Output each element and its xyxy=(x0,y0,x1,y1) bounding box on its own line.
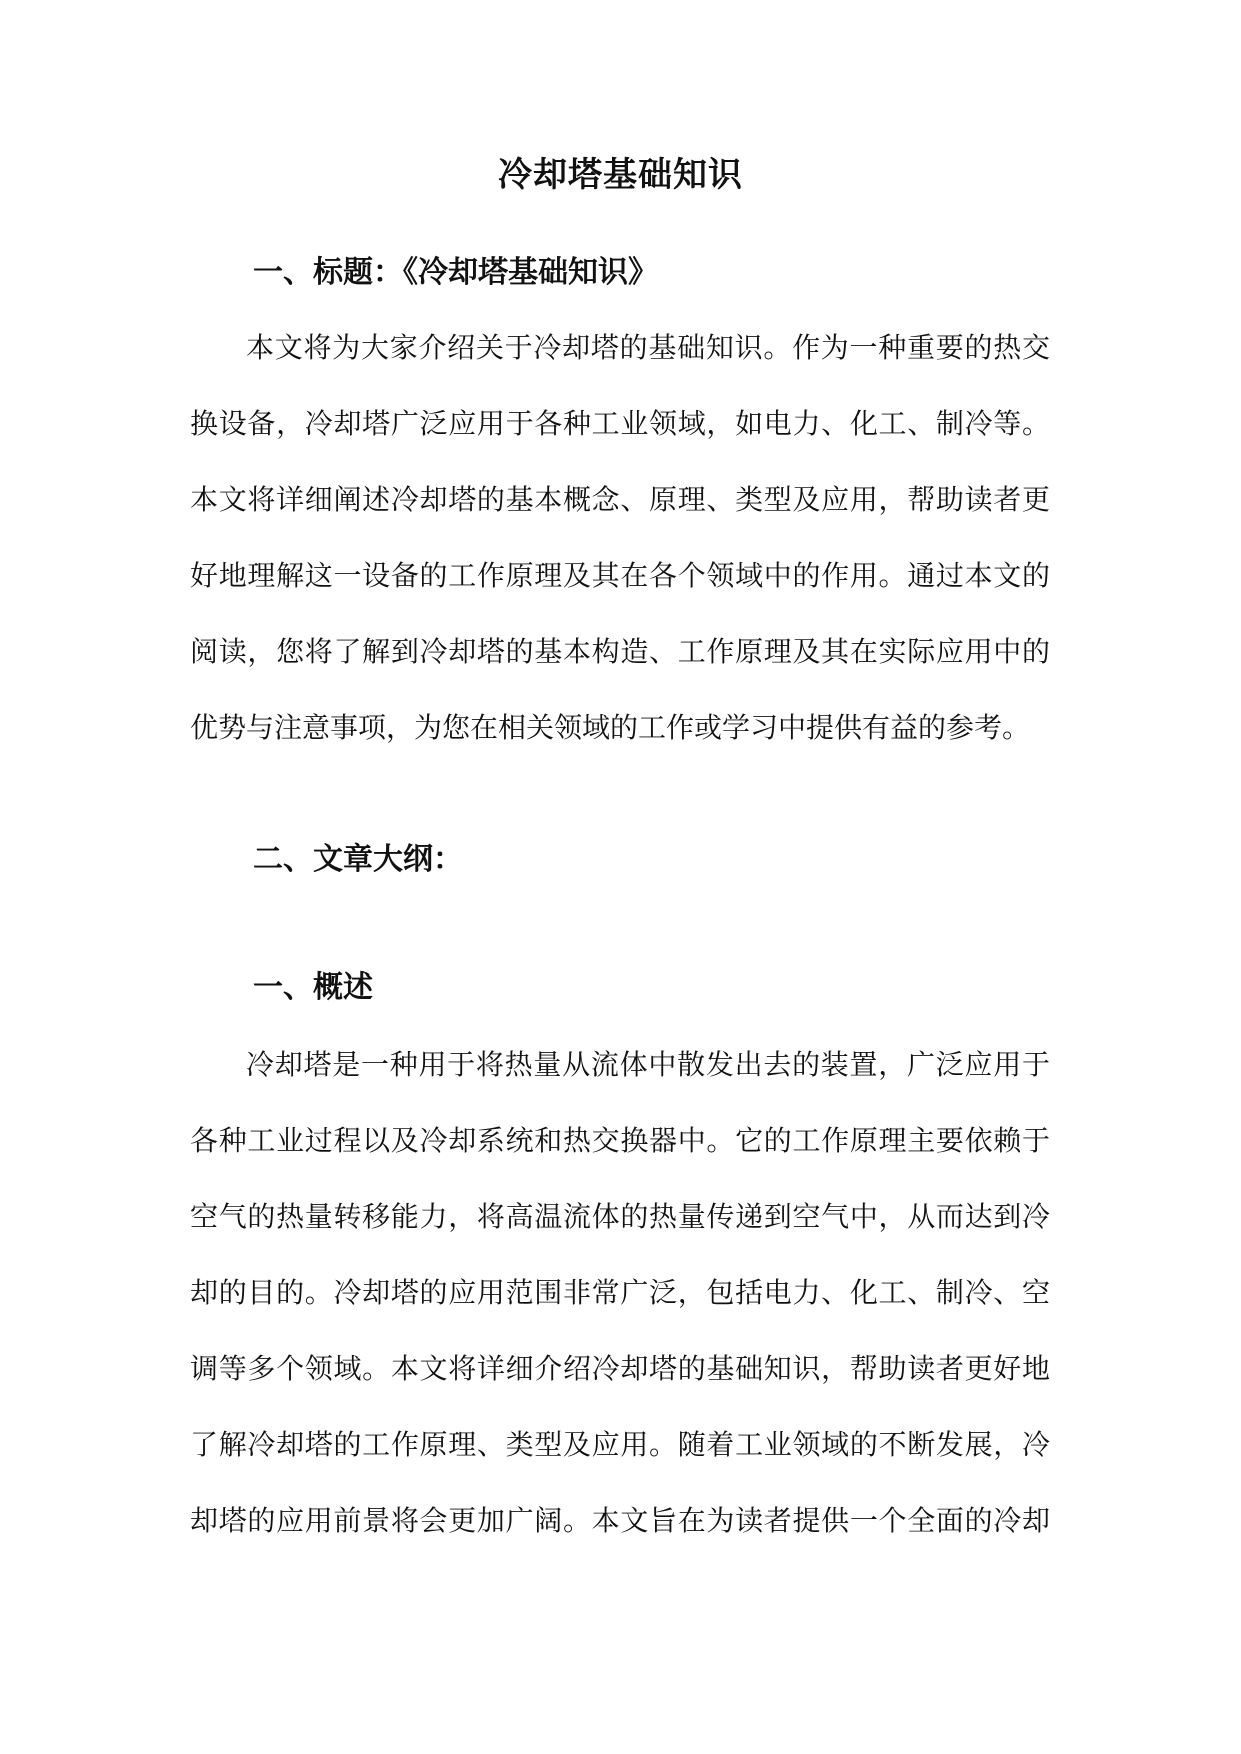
paragraph-line: 好地理解这一设备的工作原理及其在各个领域中的作用。通过本文的 xyxy=(190,559,1050,592)
intro-paragraph xyxy=(190,310,1050,766)
paragraph-line: 却的目的。冷却塔的应用范围非常广泛，包括电力、化工、制冷、空 xyxy=(190,1276,1050,1309)
paragraph-line: 了解冷却塔的工作原理、类型及应用。随着工业领域的不断发展，冷 xyxy=(190,1428,1050,1461)
section-heading-title: 一、标题：《冷却塔基础知识》 xyxy=(253,255,658,290)
paragraph-line: 却塔的应用前景将会更加广阔。本文旨在为读者提供一个全面的冷却 xyxy=(190,1504,1050,1537)
paragraph-line: 优势与注意事项，为您在相关领域的工作或学习中提供有益的参考。 xyxy=(190,711,1031,744)
section-heading-overview: 一、概述 xyxy=(253,970,373,1005)
paragraph-line: 调等多个领域。本文将详细介绍冷却塔的基础知识，帮助读者更好地 xyxy=(190,1352,1050,1385)
overview-paragraph xyxy=(190,1027,1050,1559)
paragraph-line: 本文将为大家介绍关于冷却塔的基础知识。作为一种重要的热交 xyxy=(246,331,1050,364)
paragraph-line: 换设备，冷却塔广泛应用于各种工业领域，如电力、化工、制冷等。 xyxy=(190,407,1050,440)
paragraph-line: 冷却塔是一种用于将热量从流体中散发出去的装置，广泛应用于 xyxy=(246,1048,1050,1081)
paragraph-line: 各种工业过程以及冷却系统和热交换器中。它的工作原理主要依赖于 xyxy=(190,1124,1050,1157)
section-heading-outline: 二、文章大纲： xyxy=(253,842,463,877)
paragraph-line: 阅读，您将了解到冷却塔的基本构造、工作原理及其在实际应用中的 xyxy=(190,635,1050,668)
paragraph-line: 本文将详细阐述冷却塔的基本概念、原理、类型及应用，帮助读者更 xyxy=(190,483,1050,516)
document-title: 冷却塔基础知识 xyxy=(498,155,743,195)
paragraph-line: 空气的热量转移能力，将高温流体的热量传递到空气中，从而达到冷 xyxy=(190,1200,1050,1233)
